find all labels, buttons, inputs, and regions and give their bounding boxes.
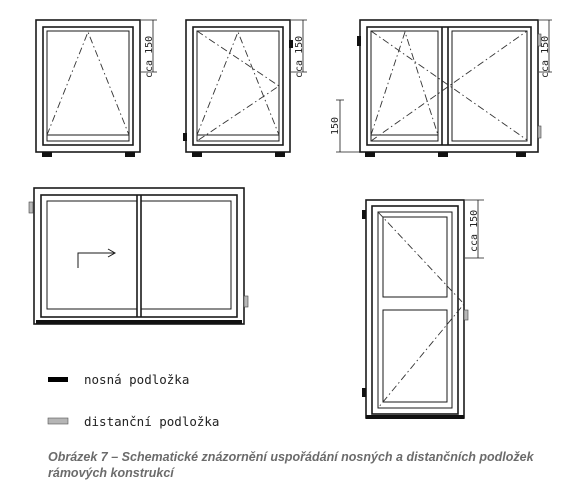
dimension-label: cca 150 (540, 35, 551, 78)
window-double (330, 20, 552, 157)
legend-swatch-bearing (48, 377, 68, 382)
door (362, 200, 484, 419)
bearing-block (516, 152, 526, 157)
bearing-block (125, 152, 135, 157)
bearing-block (438, 152, 448, 157)
legend-label-spacer: distanční podložka (84, 414, 220, 429)
window-tilt-single (36, 20, 157, 157)
legend-swatch-spacer (48, 418, 68, 424)
window-sliding (29, 188, 248, 324)
bearing-block (36, 320, 242, 324)
bearing-block (365, 152, 375, 157)
legend (48, 377, 68, 424)
legend-label-bearing: nosná podložka (84, 372, 190, 387)
dimension-label: cca 150 (144, 35, 155, 78)
window-tilt-turn-single (183, 20, 307, 157)
bearing-block (275, 152, 285, 157)
dimension-label: 150 (330, 116, 341, 135)
figure-caption: Obrázek 7 – Schematické znázornění uspořádání nosných a distančních podložek rámových konstrukcí (48, 450, 534, 480)
bearing-block (192, 152, 202, 157)
dimension-label: cca 150 (294, 35, 305, 78)
bearing-block (42, 152, 52, 157)
bearing-block (366, 415, 464, 419)
dimension-label: cca 150 (469, 209, 480, 252)
